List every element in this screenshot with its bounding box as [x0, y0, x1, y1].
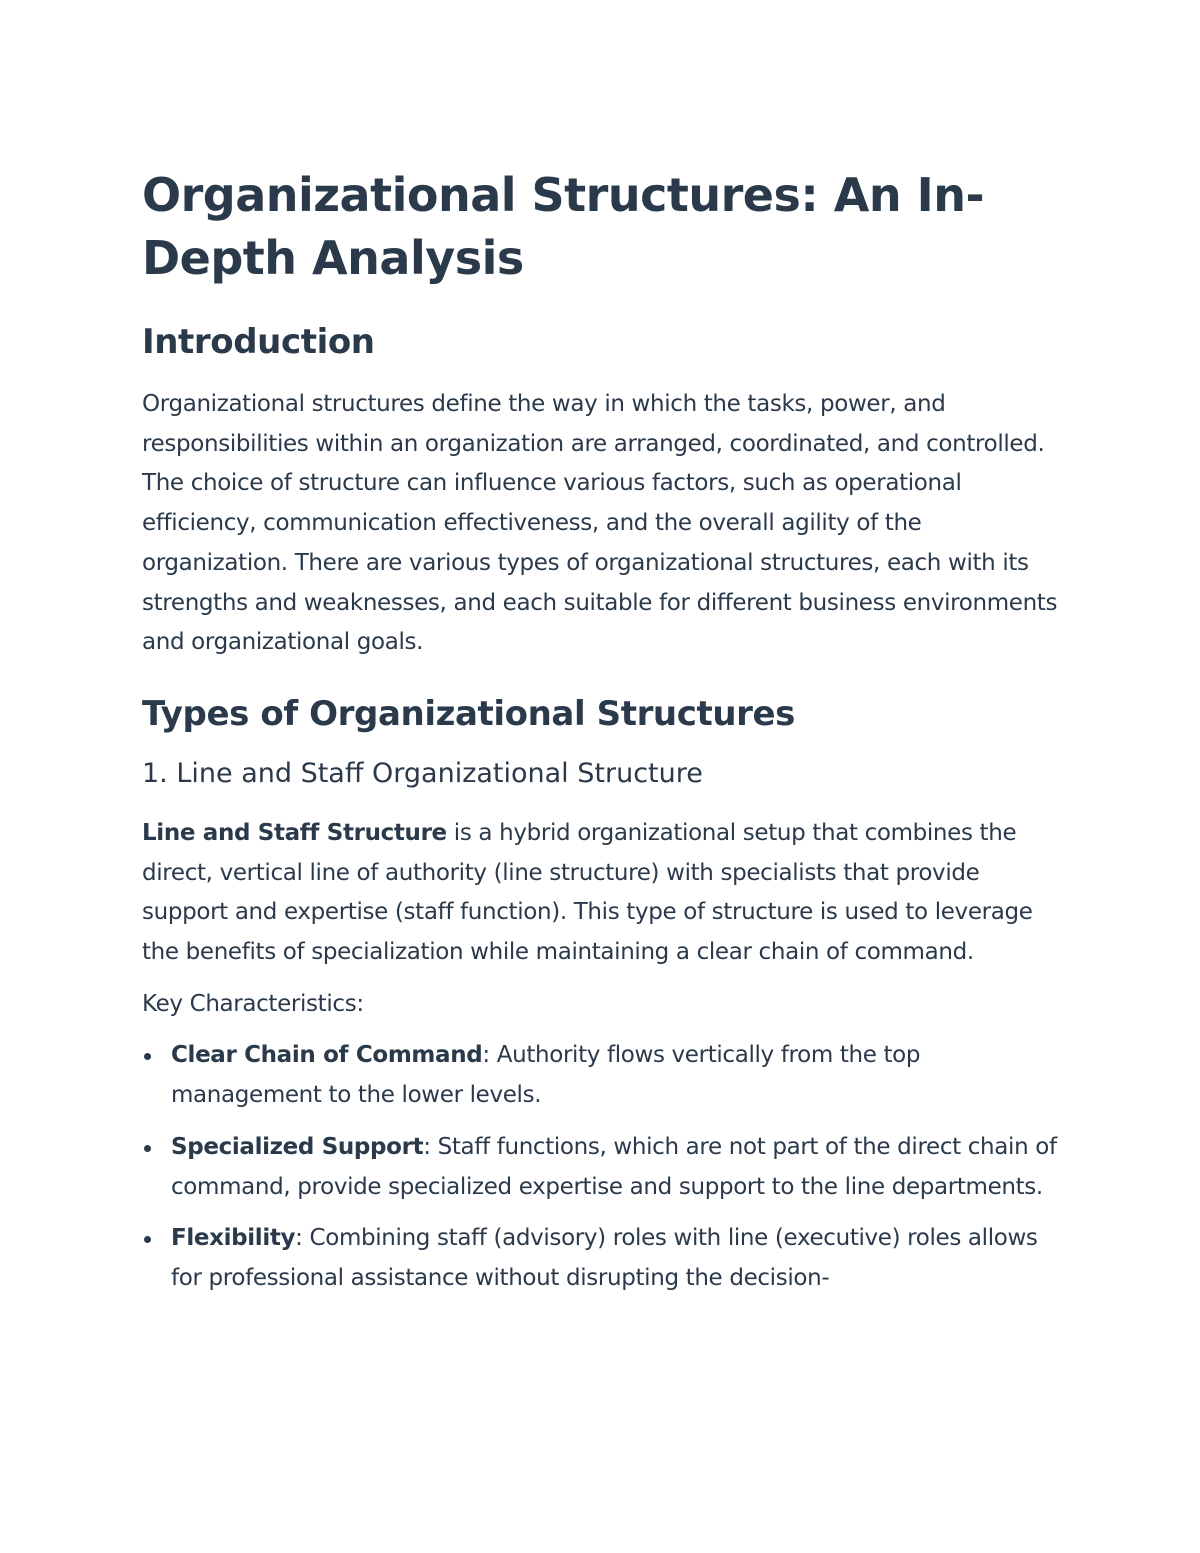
characteristic-term: Clear Chain of Command	[171, 1042, 483, 1069]
line-staff-paragraph	[142, 814, 1062, 973]
list-item	[142, 1128, 1062, 1207]
line-staff-lead-rest: is a hybrid organizational setup that combines the direct, vertical line of authority (line structure) with specialists that provide support and expertise (staff function). This type of structure is used to leverage the benefits of specialization while maintaining a clear chain of command.	[142, 819, 1033, 966]
bullet-icon	[144, 1236, 151, 1243]
introduction-heading: Introduction	[142, 322, 375, 362]
list-item	[142, 1036, 1062, 1115]
document-title: Organizational Structures: An In-Depth Analysis	[142, 168, 985, 285]
line-staff-lead-bold: Line and Staff Structure	[142, 819, 447, 846]
line-staff-heading: 1. Line and Staff Organizational Structure	[142, 757, 703, 789]
introduction-paragraph: Organizational structures define the way in which the tasks, power, and responsibilities within an organization are arranged, coordinated, and controlled. The choice of structure can influence various factors, such as operational efficiency, communication effectiveness, and the overall agility of the organization. There are various types of organizational structures, each with its strengths and weaknesses, and each suitable for different business environments and organizational goals.	[142, 391, 1058, 656]
characteristic-term: Specialized Support	[171, 1133, 424, 1160]
types-heading: Types of Organizational Structures	[142, 693, 796, 734]
characteristic-term: Flexibility	[171, 1225, 296, 1252]
list-item	[142, 1219, 1062, 1298]
bullet-icon	[144, 1053, 151, 1060]
characteristic-text: : Combining staff (advisory) roles with line (executive) roles allows for professional assistance without disrupting the decision-	[171, 1225, 1038, 1291]
characteristic-text: : Authority flows vertically from the top management to the lower levels.	[171, 1042, 921, 1109]
document-page	[142, 164, 1062, 1311]
bullet-icon	[144, 1145, 151, 1152]
characteristic-text: : Staff functions, which are not part of the direct chain of command, provide specialized expertise and support to the line departments.	[171, 1133, 1057, 1200]
characteristics-list	[142, 1036, 1062, 1298]
key-characteristics-label: Key Characteristics:	[142, 990, 364, 1017]
